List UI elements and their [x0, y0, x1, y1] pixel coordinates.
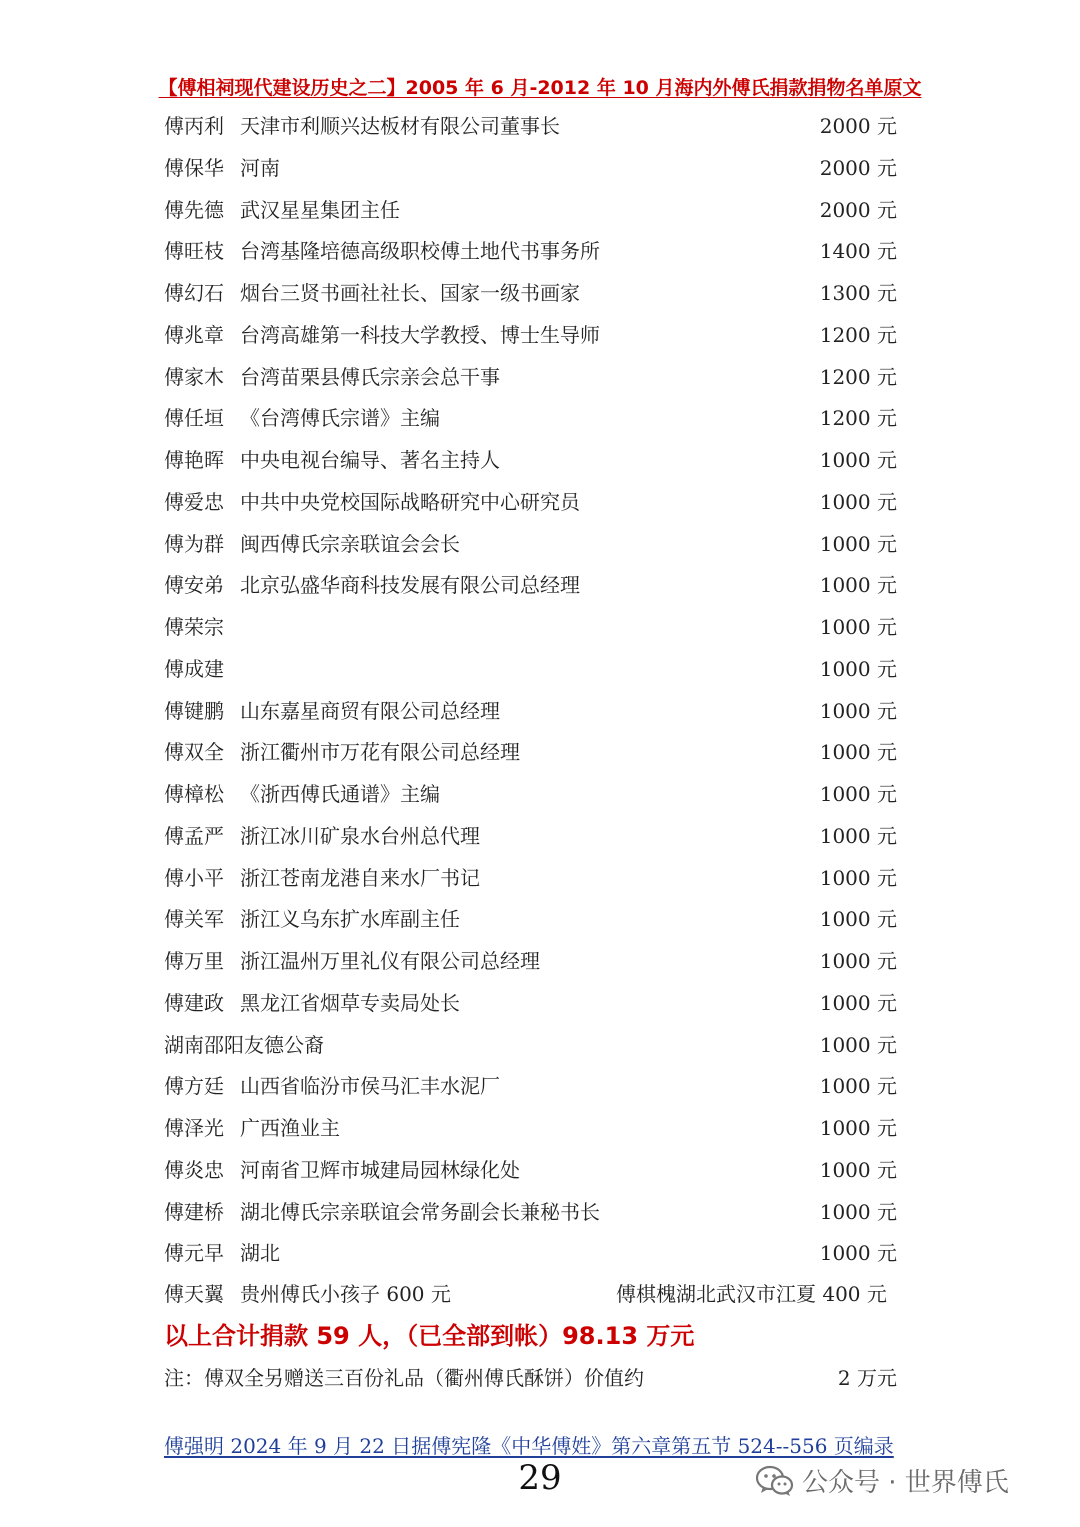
- donor-row: [0, 1025, 1080, 1067]
- donor-description: 浙江苍南龙港自来水厂书记: [240, 865, 480, 890]
- donor-description: 武汉星星集团主任: [240, 197, 400, 222]
- donor-row: [0, 565, 1080, 607]
- donor-name: 傅家木: [164, 364, 224, 389]
- donation-amount: 1000 元: [819, 740, 897, 765]
- donor-row: [0, 148, 1080, 190]
- donor-row: [0, 941, 1080, 983]
- donor-description: 河南省卫辉市城建局园林绿化处: [240, 1157, 520, 1182]
- donor-name: 傅成建: [164, 656, 224, 681]
- donation-amount: 1000 元: [819, 907, 897, 932]
- donor-name: 傅为群: [164, 531, 224, 556]
- document-header: [0, 73, 1080, 100]
- donor-description: 黑龙江省烟草专卖局处长: [240, 990, 460, 1015]
- donor-row: [0, 1150, 1080, 1192]
- donor-description: 浙江衢州市万花有限公司总经理: [240, 740, 520, 765]
- donor-description: 中央电视台编导、著名主持人: [240, 448, 500, 472]
- donor-description: 台湾基隆培德高级职校傅土地代书事务所: [240, 239, 600, 264]
- donor-row: [0, 315, 1080, 357]
- donor-list: [0, 106, 1080, 1275]
- donor-name: 傅兆章: [164, 322, 224, 347]
- donor-row: [0, 858, 1080, 900]
- donor-name: 傅安弟: [164, 573, 224, 598]
- donation-amount: 1000 元: [819, 489, 897, 514]
- donation-amount: 1000 元: [819, 1241, 897, 1266]
- donation-total: 以上合计捐款 59 人，（已全部到帐）98.13 万元: [164, 1322, 695, 1350]
- donor-name: 傅樟松: [164, 782, 224, 806]
- donor-row: [0, 440, 1080, 482]
- donor-row: [0, 524, 1080, 566]
- donor-description: 广西渔业主: [240, 1116, 340, 1140]
- donor-description: 台湾高雄第一科技大学教授、博士生导师: [240, 322, 600, 347]
- donor-name: 傅旺枝: [164, 239, 224, 264]
- donor-name: 傅键鹏: [164, 698, 224, 723]
- donation-amount: 1000 元: [819, 782, 897, 806]
- donation-amount: 1200 元: [819, 406, 897, 431]
- donor-name: 傅荣宗: [164, 615, 224, 639]
- donor-description: 北京弘盛华商科技发展有限公司总经理: [240, 573, 580, 598]
- donor-description: 天津市利顺兴达板材有限公司董事长: [240, 114, 560, 138]
- donor-name: 傅元早: [164, 1241, 224, 1266]
- donor-row: [0, 273, 1080, 315]
- donation-amount: 2000 元: [819, 197, 897, 222]
- donor-name: 傅方廷: [164, 1074, 224, 1099]
- donation-amount: 1000 元: [819, 698, 897, 723]
- donor-row: [0, 732, 1080, 774]
- donor-name: 傅泽光: [164, 1116, 224, 1140]
- donor-row: [0, 1233, 1080, 1275]
- donor-name: 傅任垣: [164, 406, 224, 431]
- donation-amount: 1000 元: [819, 531, 897, 556]
- donor-row: [0, 190, 1080, 232]
- donation-amount: 1300 元: [819, 281, 897, 305]
- donor-description: 台湾苗栗县傅氏宗亲会总干事: [240, 364, 500, 389]
- donor-name: 傅建政: [164, 990, 224, 1015]
- donation-amount: 1000 元: [819, 615, 897, 639]
- donor-row: [0, 816, 1080, 858]
- donor-name: 傅爱忠: [164, 489, 224, 514]
- donor-row: [0, 231, 1080, 273]
- donor-row: [0, 106, 1080, 148]
- donor-description: 浙江冰川矿泉水台州总代理: [240, 823, 480, 848]
- donor-description: 《浙西傅氏通谱》主编: [240, 782, 440, 806]
- donor-row: [0, 983, 1080, 1025]
- donor-description: 《台湾傅氏宗谱》主编: [240, 406, 440, 431]
- donation-amount: 1000 元: [819, 1032, 897, 1057]
- donor-description: 浙江义乌东扩水库副主任: [240, 907, 460, 932]
- donor-description: 闽西傅氏宗亲联谊会会长: [240, 531, 460, 556]
- donation-amount: 1200 元: [819, 322, 897, 347]
- donor-row-combined: [0, 1274, 1080, 1314]
- donor-row: [0, 398, 1080, 440]
- donation-amount: 1200 元: [819, 364, 897, 389]
- donor-description: 山东嘉星商贸有限公司总经理: [240, 698, 500, 723]
- donor-name: 傅关军: [164, 907, 224, 932]
- donation-amount: 2000 元: [819, 114, 897, 138]
- donation-amount: 1400 元: [819, 239, 897, 264]
- donor-description: 浙江温州万里礼仪有限公司总经理: [240, 949, 540, 973]
- donor-row: [0, 649, 1080, 691]
- donor-name: 傅丙利: [164, 114, 224, 138]
- donation-amount: 1000 元: [819, 1116, 897, 1140]
- donor-row: [0, 691, 1080, 733]
- donor-row: [0, 1066, 1080, 1108]
- donor-description: 河南: [240, 155, 280, 180]
- wechat-icon: [756, 1465, 794, 1497]
- note-text: 注：傅双全另赠送三百份礼品（衢州傅氏酥饼）价值约: [164, 1366, 644, 1390]
- header-title: 【傅相祠现代建设历史之二】2005 年 6 月-2012 年 10 月海内外傅氏捐款捐物名单原文: [158, 77, 922, 99]
- donor-name: 傅艳晖: [164, 448, 224, 472]
- donor-name: 傅孟严: [164, 823, 224, 848]
- donor-name: 傅先德: [164, 197, 224, 222]
- donation-amount: 1000 元: [819, 1157, 897, 1182]
- donation-amount: 1000 元: [819, 1074, 897, 1099]
- donor-description: 中共中央党校国际战略研究中心研究员: [240, 489, 580, 514]
- donor-name: 傅双全: [164, 740, 224, 765]
- donor-name: 湖南邵阳友德公裔: [164, 1032, 324, 1057]
- donation-amount: 1000 元: [819, 865, 897, 890]
- donation-amount: 1000 元: [819, 990, 897, 1015]
- note-amount: 2 万元: [837, 1366, 897, 1390]
- donor-name: 傅天翼: [164, 1282, 224, 1306]
- donor-row: [0, 1192, 1080, 1234]
- donor-name: 傅万里: [164, 949, 224, 973]
- donation-amount: 1000 元: [819, 573, 897, 598]
- donor-entry-second: 傅棋槐湖北武汉市江夏 400 元: [616, 1282, 887, 1306]
- donor-row: [0, 357, 1080, 399]
- watermark: [756, 1462, 1009, 1499]
- donor-row: [0, 607, 1080, 649]
- donor-name: 傅小平: [164, 865, 224, 890]
- donor-name: 傅炎忠: [164, 1157, 224, 1182]
- donor-description: 烟台三贤书画社社长、国家一级书画家: [240, 281, 580, 305]
- watermark-text: 公众号 · 世界傅氏: [802, 1468, 1009, 1498]
- donation-amount: 1000 元: [819, 448, 897, 472]
- donation-amount: 1000 元: [819, 656, 897, 681]
- donation-amount: 1000 元: [819, 1199, 897, 1224]
- donor-description: 湖北: [240, 1241, 280, 1266]
- donation-amount: 2000 元: [819, 155, 897, 180]
- donor-row: [0, 1108, 1080, 1150]
- donor-name: 傅幻石: [164, 281, 224, 305]
- gift-note: [0, 1358, 1080, 1398]
- source-footer: 傅强明 2024 年 9 月 22 日据傅宪隆《中华傅姓》第六章第五节 524--556 页编录: [164, 1434, 894, 1458]
- donor-description: 湖北傅氏宗亲联谊会常务副会长兼秘书长: [240, 1199, 600, 1224]
- donor-name: 傅保华: [164, 155, 224, 180]
- donation-amount: 1000 元: [819, 949, 897, 973]
- donation-amount: 1000 元: [819, 823, 897, 848]
- donor-row: [0, 482, 1080, 524]
- donor-row: [0, 899, 1080, 941]
- donor-row: [0, 774, 1080, 816]
- page-number: 29: [518, 1458, 562, 1498]
- donor-name: 傅建桥: [164, 1199, 224, 1224]
- donor-description: 山西省临汾市侯马汇丰水泥厂: [240, 1074, 500, 1099]
- donor-description: 贵州傅氏小孩子 600 元: [240, 1282, 451, 1306]
